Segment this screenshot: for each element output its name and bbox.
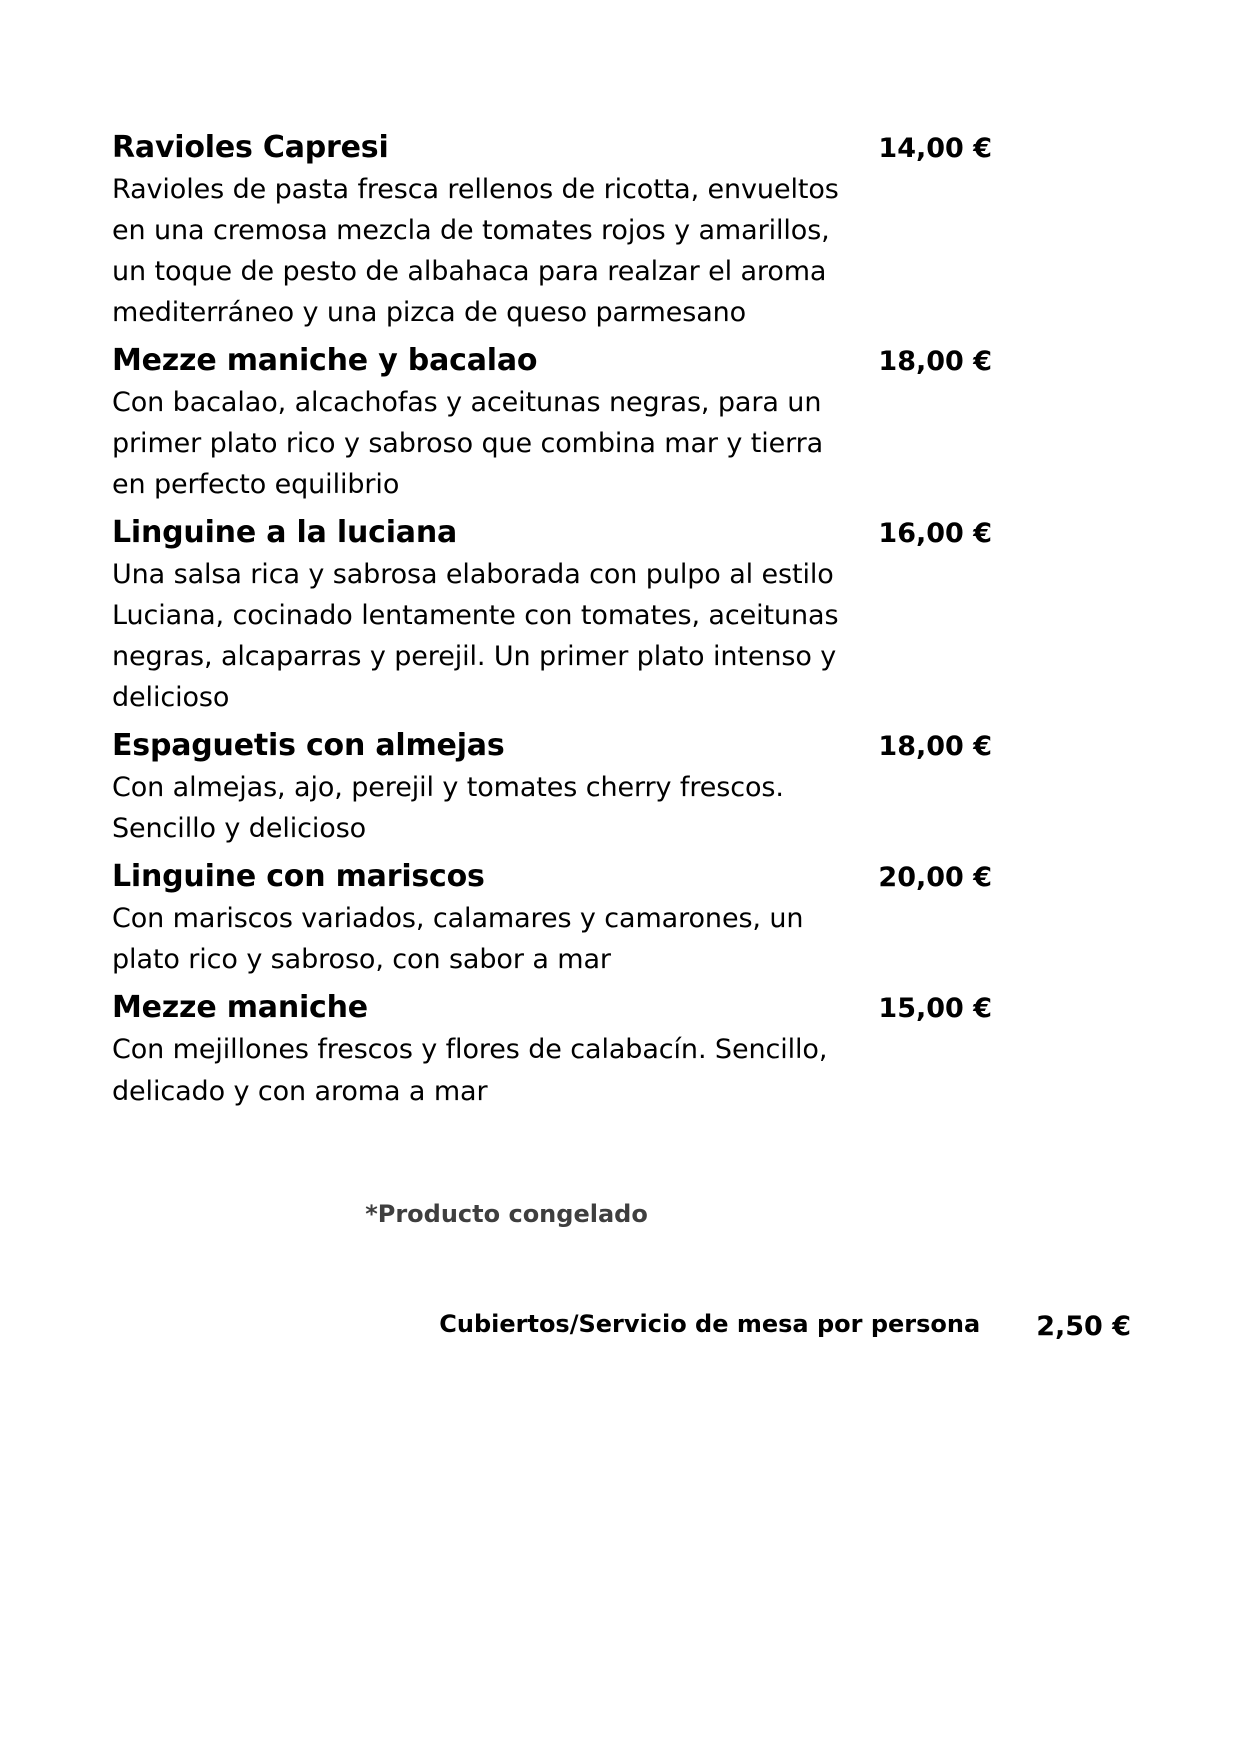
menu-item-description: Con bacalao, alcachofas y aceitunas negras, para un primer plato rico y sabroso que combina mar y tierra en perfecto equilibrio xyxy=(112,387,824,501)
menu-item-description: Una salsa rica y sabrosa elaborada con pulpo al estilo Luciana, cocinado lentamente con tomates, aceitunas negras, alcaparras y perejil. Un primer plato intenso y delicioso xyxy=(112,559,839,714)
menu-item xyxy=(112,988,992,1111)
menu-item-name: Mezze maniche xyxy=(112,990,368,1026)
menu-item xyxy=(112,128,992,333)
menu-item-description: Con mariscos variados, calamares y camarones, un plato rico y sabroso, con sabor a mar xyxy=(112,903,804,976)
menu-item-description: Ravioles de pasta fresca rellenos de ricotta, envueltos en una cremosa mezcla de tomates rojos y amarillos, un toque de pesto de albahaca para realzar el aroma mediterráneo y una pizca de queso parmesano xyxy=(112,174,839,329)
menu-item-name: Ravioles Capresi xyxy=(112,130,389,165)
menu-item-price: 16,00 € xyxy=(878,518,992,550)
menu-item xyxy=(112,513,992,718)
menu-item-header xyxy=(112,128,992,167)
menu-item xyxy=(112,726,992,849)
menu-item-name: Linguine con mariscos xyxy=(112,859,485,895)
menu-item-price: 14,00 € xyxy=(878,133,992,164)
menu-item-description: Con almejas, ajo, perejil y tomates cherry frescos. Sencillo y delicioso xyxy=(112,772,784,845)
menu-item-description: Con mejillones frescos y flores de calabacín. Sencillo, delicado y con aroma a mar xyxy=(112,1034,828,1107)
menu-item-header xyxy=(112,988,992,1027)
menu-item xyxy=(112,341,992,505)
menu-item-list xyxy=(112,128,992,1112)
service-charge-price: 2,50 € xyxy=(1036,1310,1131,1342)
menu-item-header xyxy=(112,726,992,765)
menu-item-price: 15,00 € xyxy=(878,993,992,1025)
menu-item-price: 20,00 € xyxy=(878,862,992,894)
menu-item-header xyxy=(112,857,992,896)
menu-item-header xyxy=(112,341,992,380)
service-charge-row xyxy=(112,1306,1131,1342)
menu-item-name: Espaguetis con almejas xyxy=(112,728,505,764)
menu-item-price: 18,00 € xyxy=(878,731,992,763)
menu-item xyxy=(112,857,992,980)
menu-item-name: Mezze maniche y bacalao xyxy=(112,343,538,379)
service-charge-label: Cubiertos/Servicio de mesa por persona xyxy=(439,1309,981,1338)
frozen-product-note: *Producto congelado xyxy=(365,1199,648,1228)
menu-item-header xyxy=(112,513,992,552)
menu-item-name: Linguine a la luciana xyxy=(112,515,458,551)
menu-item-price: 18,00 € xyxy=(878,346,992,378)
